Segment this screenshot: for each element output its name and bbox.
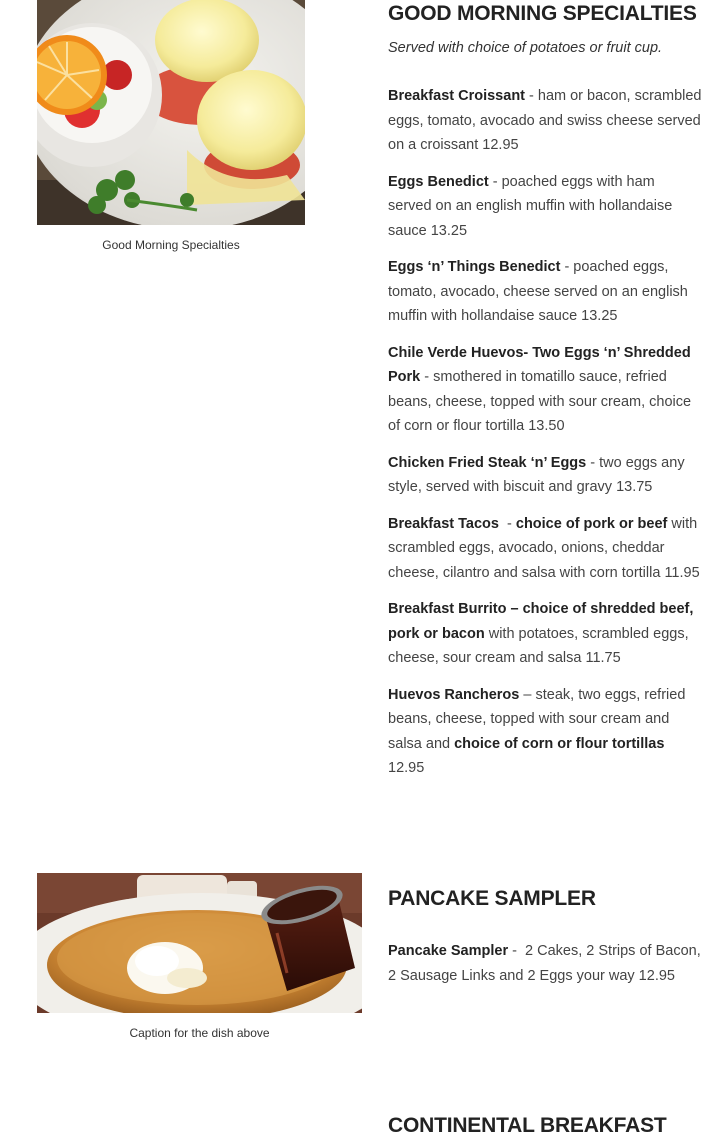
section-subtitle: Served with choice of potatoes or fruit cup. <box>388 40 663 56</box>
menu-item-name: Chile Verde Huevos- Two Eggs ‘n’ Shredded Pork <box>388 344 691 385</box>
menu-item <box>388 512 702 586</box>
menu-item-description: - smothered in tomatillo sauce, refried beans, cheese, topped with sour cream, choice of corn or flour tortilla 13.50 <box>388 369 692 434</box>
eggs-benedict-photo <box>37 0 305 225</box>
menu-item-name: Huevos Rancheros <box>388 686 520 703</box>
pancake-sampler-section <box>388 887 705 988</box>
menu-item <box>388 170 702 244</box>
menu-item-option: choice of pork or beef <box>515 515 668 532</box>
section-title: PANCAKE SAMPLER <box>388 887 596 910</box>
menu-item-name: Breakfast Tacos <box>388 515 499 532</box>
good-morning-specialties-section <box>388 2 702 781</box>
menu-item-price: 12.95 <box>388 760 425 776</box>
menu-item-name: Chicken Fried Steak ‘n’ Eggs <box>388 454 587 471</box>
menu-item <box>388 84 702 158</box>
menu-item-description: with potatoes, scrambled eggs, cheese, sour cream and salsa 11.75 <box>388 625 689 666</box>
menu-item-description: – steak, two eggs, refried beans, cheese, topped with sour cream and salsa and <box>388 686 686 752</box>
section-title: CONTINENTAL BREAKFAST <box>388 1114 667 1137</box>
menu-item-name: Breakfast Burrito – choice of shredded beef, pork or bacon <box>388 601 694 642</box>
menu-item-description: - poached eggs, tomato, avocado, cheese served on an english muffin with hollandaise sauce 13.25 <box>388 259 688 324</box>
menu-item-separator: - <box>498 515 516 532</box>
menu-item <box>388 341 702 439</box>
menu-item <box>388 597 702 671</box>
menu-item-description: with scrambled eggs, avocado, onions, cheddar cheese, cilantro and salsa with corn tortilla 11.95 <box>388 515 700 581</box>
menu-item-description: - ham or bacon, scrambled eggs, tomato, avocado and swiss cheese served on a croissant 12.95 <box>388 88 702 153</box>
section-title: GOOD MORNING SPECIALTIES <box>388 2 697 25</box>
continental-breakfast-section <box>388 1114 702 1138</box>
menu-item <box>388 683 702 781</box>
menu-item-option: choice of corn or flour tortillas <box>454 735 665 752</box>
pancake-sampler-photo <box>37 873 362 1013</box>
menu-item <box>388 451 702 500</box>
menu-item <box>388 255 702 329</box>
menu-item-name: Eggs ‘n’ Things Benedict <box>388 259 561 275</box>
photo-caption: Caption for the dish above <box>129 1026 270 1040</box>
menu-item-name: Eggs Benedict <box>388 173 489 190</box>
menu-item-description: - two eggs any style, served with biscuit and gravy 13.75 <box>388 454 685 495</box>
menu-item <box>388 939 705 988</box>
menu-item-name: Pancake Sampler <box>388 943 509 959</box>
menu-item-description: - poached eggs with ham served on an english muffin with hollandaise sauce 13.25 <box>388 173 673 239</box>
menu-item-name: Breakfast Croissant <box>388 88 525 104</box>
menu-item-description: - 2 Cakes, 2 Strips of Bacon, 2 Sausage Links and 2 Eggs your way 12.95 <box>388 943 705 984</box>
photo-caption: Good Morning Specialties <box>102 238 240 252</box>
